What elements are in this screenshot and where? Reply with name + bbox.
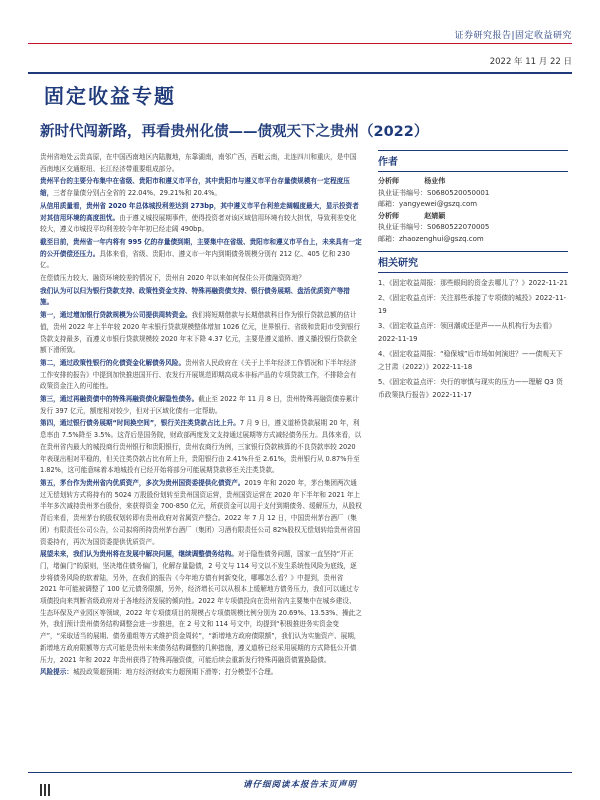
body-paragraph <box>40 358 362 393</box>
analyst-row <box>378 211 568 223</box>
paragraph-lead: 第二，通过政策性银行的化债资金化解债务风险。 <box>40 358 186 367</box>
body-paragraph <box>40 286 362 309</box>
paragraph-text: 在偿债压力较大、融资环境较差的情况下，贵州自 2020 年以来如何保住公开债融资阵地？ <box>40 274 305 283</box>
body-paragraph <box>40 176 362 199</box>
body-paragraph <box>40 478 362 548</box>
related-research-item[interactable]: 1、《固定收益周报：那些眼间的资金去哪儿了？》2022-11-21 <box>378 279 568 287</box>
analyst-name: 赵婧颖 <box>424 211 446 220</box>
body-paragraph <box>40 273 362 285</box>
paragraph-lead: 我们认为可以归为银行贷款支持、政策性资金支持、特殊再融资债支持、银行债务展期、盘活优质资产等措施。 <box>40 286 350 307</box>
body-paragraph <box>40 152 362 175</box>
related-research-heading: 相关研究 <box>378 251 568 273</box>
related-research-item[interactable]: 4、《固定收益周报：“稳保城”后市场如何演进？——债观天下之甘肃（2022）》2022-11-18 <box>378 350 563 371</box>
report-body <box>40 152 362 680</box>
analyst-row <box>378 176 568 188</box>
body-paragraph <box>40 418 362 477</box>
paragraph-lead: 第五，茅台作为贵州省内优质资产，多次为贵州国资委提供化债资产。 <box>40 478 245 487</box>
analyst-block <box>378 176 568 211</box>
analyst-name: 杨业伟 <box>424 177 446 185</box>
body-paragraph <box>40 310 362 357</box>
title-divider <box>28 72 572 74</box>
analyst-email[interactable]: 邮箱：zhaozenghui@gszq.com <box>378 234 484 243</box>
body-paragraph <box>40 237 362 272</box>
paragraph-text: 城投政策超预期：地方经济财政实力超预期下滑等；打分模型不合理。 <box>72 668 278 677</box>
paragraph-text: 截止至 2022 年 11 月 8 日，贵州特殊再融资债券累计发行 397 亿元，额度相对较少，但对于区域化债有一定帮助。 <box>40 395 359 415</box>
analyst-label: 分析师 <box>378 177 399 185</box>
analyst-email[interactable]: 邮箱：yangyewei@gszq.com <box>378 200 478 208</box>
paragraph-lead: 截至目前，贵州省一年内将有 995 亿的存量债到期，主要集中在省级、贵阳市和遵义市平台上，未来具有一定的公开债偿还压力。 <box>40 237 362 258</box>
header-divider <box>28 43 572 44</box>
analyst-label: 分析师 <box>378 211 399 220</box>
category-title: 固定收益专题 <box>44 84 176 108</box>
paragraph-text: 对于隐性债务问题，国家一直坚持“开正门，堵偏门”的原则，坚决堵住债务偏门，化解存量隐债，2 号文与 114 号文以不发生系统性风险为底线，逐步将债务风险的软着陆，另外，在我们的报告《今年地方债有何新变化，哪哪怎么看？》中提到，贵州省 2021 年可能被调整了 100 亿元债务限额，另外，经济增长可以从根本上缓解地方债务压力，我们可以通过专项债投向来判断省级政府对于各地经济发展的倾向性。2022 年专项债投向在贵州省内主要集中在城乡建设、生态环保及产业园区等领域，2022 年专项债项目的规模占专项债规模比例分别为 20.69%、13.53%、操此之外，我们预计贵州债务结构调整会进一步推进，在 2 号文和 114 号文中，均提到“积极推进务实资金变产”，“采取适当的展期、债务重组等方式维护资金周转”，“新增地方政府债限额”，我们认为实施资产、展期，新增地方政府限额等方式可能是贵州未来债务结构调整的几种措施，遵义道桥已经采用展期的方式降低公开债压力，2021 年和 2022 年贵州获得了特殊再融资债，可能后续会重新发行特殊再融资债置换隐债。 <box>40 550 362 664</box>
report-date: 2022 年 11 月 22 日 <box>489 57 572 67</box>
sidebar <box>378 150 568 404</box>
authors-heading: 作者 <box>378 150 568 172</box>
analyst-block <box>378 211 568 246</box>
disclaimer-footer: 请仔细阅读本报告末页声明 <box>242 780 357 790</box>
analyst-license: 执业证书编号：S0680520050001 <box>378 188 490 197</box>
paragraph-lead: 第三，通过再融资债中的特殊再融资债化解隐性债务。 <box>40 395 199 404</box>
body-paragraph <box>40 394 362 417</box>
paragraph-text: 贵州省人民政府在《关于上半年经济工作情况和下半年经济工作安排的报告》中提到加快推进国开行、农发行开展规范即期高成本非标产品的专项贷款工作，不排除会有政策资金注入的可能性。 <box>40 358 357 391</box>
paragraph-lead: 贵州平台的主要分布集中在省级、贵阳市和遵义市平台，其中贵阳市与遵义市平台存量债规模有一定程度压缩， <box>40 177 350 198</box>
related-research-item[interactable]: 3、《固定收益点评：领回潮或还是声——从机构行为去看》2022-11-19 <box>378 322 556 343</box>
paragraph-text: 2019 年和 2020 年，茅台集团两次通过无偿划转方式将持有的 5024 万股股份划转至贵州国资运营，贵州国资运营在 2020 年下半年和 2021 年上半年多次减持贵州茅台股份，来获得资金 700-850 亿元，所获资金可以用于支付到期债务、缓解压力，从股权背后来看，贵州茅台的股权划转即有贵州政府对省属资产整合。2022 年 7 月 12 日，中国贵州茅台酒厂（集团）有限责任公司公告，公司拟将所持贵州茅台酒厂（集团）习酒有限责任公司 82%股权无偿划转给贵州省国资委持有，再次为国资委提供优质资产。 <box>40 478 362 546</box>
footer-divider <box>28 772 572 773</box>
body-paragraph <box>40 549 362 666</box>
breadcrumb: 证券研究报告|固定收益研究 <box>454 31 572 41</box>
paragraph-text: 我们将短期借款与长期借款科目作为银行贷款总额的估计值，贵州 2022 年上半年较 2020 年末银行贷款规模整体增加 1026 亿元，世界银行、省级和贵阳市受到银行贷款支持最多，而遵义市银行贷款规模较 2020 年末下降 4.37 亿元，主要是遵义道桥、遵义播投银行贷款全额下滑所致。 <box>40 311 361 355</box>
related-research-list <box>378 277 568 402</box>
paragraph-lead: 风险提示： <box>40 668 73 677</box>
related-research-item[interactable]: 2、《固定收益点评：关注那些承接了专项债的城投》2022-11-19 <box>378 294 567 315</box>
paragraph-text: 7 月 9 日，遵义道桥贷款展期 20 年，利息率由 7.5%降至 3.5%。这背后是国务院，财政部两度发文支持通过展期等方式减轻债务压力。具体来看，以在贵州省内最大的城投商行贵州银行和贵阳银行，贵州农商行为例，三家银行贷款核算的不良贷款率较 2020 年表现出相对平稳的，但关注类贷款占比有所上升，贵阳银行由 2.41%升至 2.61%，贵州银行从 0.87%升至 1.82%，这可能意味着本地城投有已经开始将部分可能展期贷款移至关注类贷款。 <box>40 419 362 475</box>
paragraph-text: 由于遵义城投展期事件，使得投资者对该区域信用环境有较大担忧，导致利差变化较大，遵义市城投平均利差较今年年初已经走阔 490bp。 <box>40 213 357 234</box>
paragraph-text: 三者存量债分别占全省的 22.04%、29.21%和 20.4%。 <box>53 189 221 198</box>
paragraph-lead: 从信用质量看，贵州省 2020 年总体城投利差达到 273bp，其中遵义市平台利差走阔幅度最大，显示投资者对其信用环境的高度担忧。 <box>40 201 359 222</box>
paragraph-lead: 展望未来，我们认为贵州将在发展中解决问题，继续调整债务结构。 <box>40 550 238 559</box>
main-title: 新时代闯新路，再看贵州化债——债观天下之贵州（2022） <box>40 124 429 140</box>
paragraph-text: 具体来看，省级、贵阳市、遵义市一年内到期债务规模分别有 212 亿、405 亿和 230 亿。 <box>40 249 350 270</box>
report-header <box>454 28 572 67</box>
body-paragraph <box>40 201 362 236</box>
analyst-license: 执业证书编号：S0680522070005 <box>378 223 490 231</box>
paragraph-lead: 第四，通过银行债务展期“时间换空间”，银行关注类贷款占比上升。 <box>40 419 240 428</box>
related-research-item[interactable]: 5、《固定收益点评：央行的审慎与现实的压力——理解 Q3 货币政策执行报告》2022-11-17 <box>378 378 563 399</box>
paragraph-lead: 第一，通过增加银行贷款规模为公司提供周转资金。 <box>40 311 192 320</box>
paragraph-text: 贵州省地处云贵高原，在中国西南地区内陆腹地，东靠湖南，南邻广西，西毗云南，北连四川和重庆，是中国西南地区交通枢纽、长江经济带重要组成部分。 <box>40 153 357 173</box>
body-paragraph <box>40 667 362 679</box>
